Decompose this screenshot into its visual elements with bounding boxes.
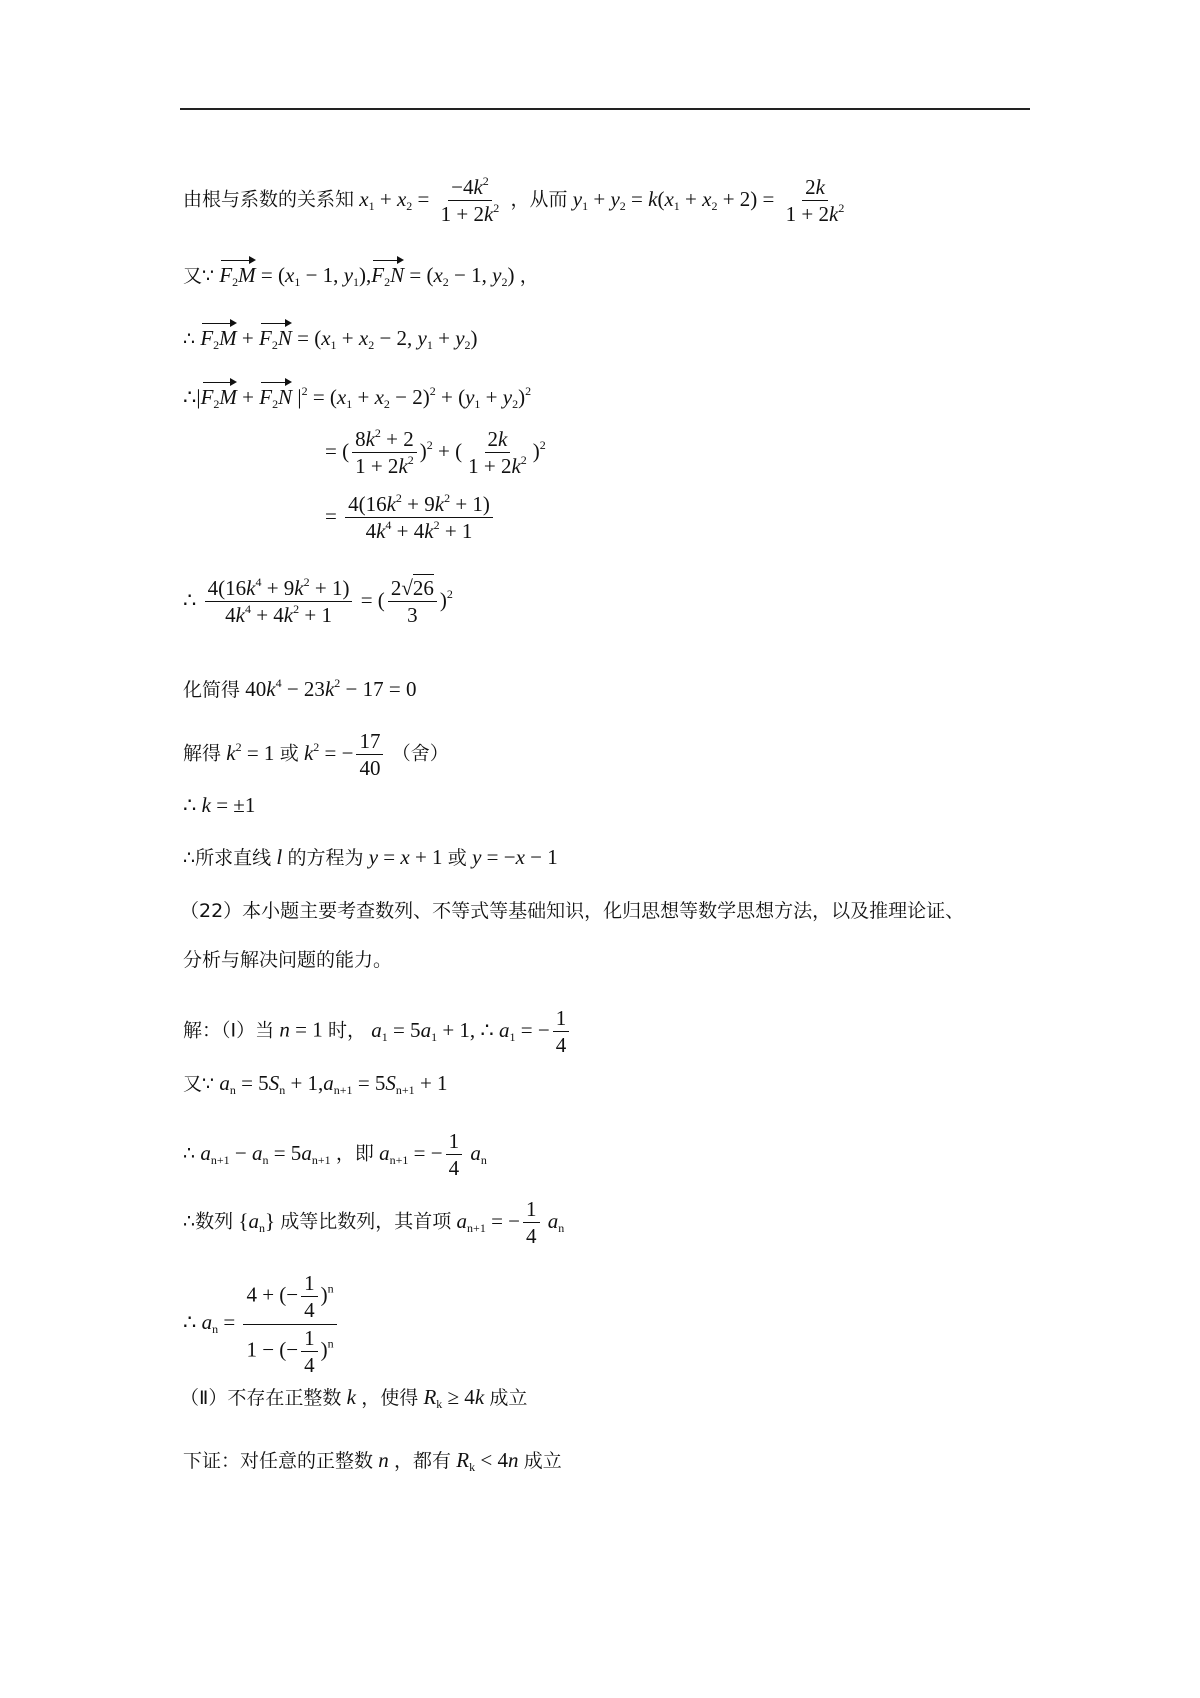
line-part1-geometric xyxy=(183,1196,564,1250)
formula: ∴ $a_n$ = 4 + (− $\frac{1}{4}$ )$^n$ 1 − (− $\frac{1}{4}$ )$^n$ xyxy=(183,1310,340,1334)
text: ，即 xyxy=(335,1142,374,1165)
line-part2 xyxy=(180,1387,527,1410)
line-vieta xyxy=(183,174,850,228)
line-simplify xyxy=(183,677,416,700)
line-expand-2 xyxy=(325,491,496,545)
formula: $x_1 + x_2$ = $\frac{-4k^2}{1 + 2k^2}$ xyxy=(359,174,500,227)
formula: ∴ k = ±1 xyxy=(183,793,256,817)
text: 又∵ xyxy=(183,265,215,287)
formula: $a_{n+1}$ = − $\frac{1}{4}$ $a_n$ xyxy=(379,1129,487,1181)
line-solve xyxy=(183,728,449,782)
formula: $R_k \ge 4k$ xyxy=(423,1385,485,1411)
formula: $a_1 = 5a_1 + 1$, ∴ $a_1$ = − $\frac{1}{4}$ xyxy=(371,1018,572,1042)
formula: $R_k < 4n$ xyxy=(456,1448,519,1474)
formula: $\{a_n\}$ xyxy=(238,1208,276,1235)
text: ，使得 xyxy=(361,1387,419,1409)
header-rule xyxy=(180,108,1030,110)
formula: $F_2M + F_2N = (x_1 + x_2 - 2$, $y_1 + y_2$) xyxy=(200,326,478,352)
text: 或 xyxy=(447,847,467,869)
text: （舍） xyxy=(391,742,449,765)
text: （Ⅱ）不存在正整数 xyxy=(180,1387,342,1409)
text: ∴数列 xyxy=(183,1210,234,1233)
line-part1-given xyxy=(183,1073,448,1096)
formula: $a_{n+1}$ = − $\frac{1}{4}$ $a_n$ xyxy=(456,1197,565,1249)
line-magnitude xyxy=(183,385,531,410)
line-part2-proof xyxy=(183,1450,562,1473)
therefore-symbol: ∴ xyxy=(183,1142,196,1165)
line-k-value xyxy=(183,795,255,816)
formula: $\therefore|F_2M + F_2N$ $|^2 = (x_1 + x_2 - 2)^2 + (y_1 + y_2)^2$ xyxy=(183,384,532,411)
therefore-symbol: ∴ xyxy=(183,328,196,350)
formula: = $\frac{4(16k^2 + 9k^2 + 1)}{4k^4 + 4k^2 + 1}$ xyxy=(325,504,496,528)
formula: l xyxy=(276,845,283,869)
problem-22-intro-cont: 分析与解决问题的能力。 xyxy=(183,949,393,971)
text: ∴所求直线 xyxy=(183,847,272,869)
formula: $k^2$ = − $\frac{17}{40}$ xyxy=(304,741,387,765)
formula: ∴ $\frac{4(16k^4 + 9k^2 + 1)}{4k^4 + 4k^2 + 1}$ = ( $\frac{2√26}{3}$ )$^2$ xyxy=(183,575,453,628)
line-expand-1 xyxy=(325,426,546,480)
formula: k xyxy=(346,1385,356,1409)
text: 成立 xyxy=(489,1387,528,1409)
text: ，都有 xyxy=(394,1450,452,1472)
line-equation xyxy=(183,575,453,629)
problem-22-intro: （22）本小题主要考查数列、不等式等基础知识，化归思想等数学思想方法，以及推理论证、 xyxy=(180,900,965,922)
text: 由根与系数的关系知 xyxy=(183,188,355,211)
line-vectors xyxy=(183,265,539,288)
formula: y = −x − 1 xyxy=(472,845,558,869)
formula: = ( $\frac{8k^2 + 2}{1 + 2k^2}$ )$^2$ + ( $\frac{2k}{1 + 2k^2}$ )$^2$ xyxy=(325,426,546,479)
text: 化简得 xyxy=(183,679,241,701)
formula: n = 1 xyxy=(279,1017,323,1042)
text: 解：（Ⅰ）当 xyxy=(183,1019,275,1042)
formula: n xyxy=(378,1448,389,1472)
line-answer xyxy=(183,847,558,868)
formula: $40k^4 - 23k^2 - 17 = 0$ xyxy=(245,676,417,701)
formula: $a_n = 5S_n + 1,a_{n+1} = 5S_{n+1} + 1$ xyxy=(219,1071,448,1097)
text: ，从而 xyxy=(510,188,568,211)
line-part1-recurrence xyxy=(183,1128,487,1182)
text: 解得 xyxy=(183,742,222,765)
text: 时， xyxy=(327,1019,366,1042)
formula: y = x + 1 xyxy=(368,845,443,869)
text: ， xyxy=(519,265,539,287)
text: 成立 xyxy=(523,1450,562,1472)
formula: $y_1 + y_2 = k(x_1 + x_2 + 2)$ = $\frac{2k}{1 + 2k^2}$ xyxy=(572,175,845,227)
formula: $F_2M = (x_1 - 1$, $y_1),F_2N = (x_2 - 1$, $y_2$) xyxy=(219,263,515,289)
line-part1-start xyxy=(183,1005,572,1059)
formula: $a_{n+1} - a_n = 5a_{n+1}$ xyxy=(200,1140,331,1167)
line-vector-sum xyxy=(183,328,478,351)
text: 的方程为 xyxy=(287,847,364,869)
text: 成等比数列，其首项 xyxy=(280,1210,452,1233)
text: 又∵ xyxy=(183,1073,215,1095)
line-part1-result xyxy=(183,1270,340,1378)
text: 下证：对任意的正整数 xyxy=(183,1450,374,1472)
text: 或 xyxy=(279,742,299,765)
formula: $k^2 = 1$ xyxy=(226,739,275,765)
